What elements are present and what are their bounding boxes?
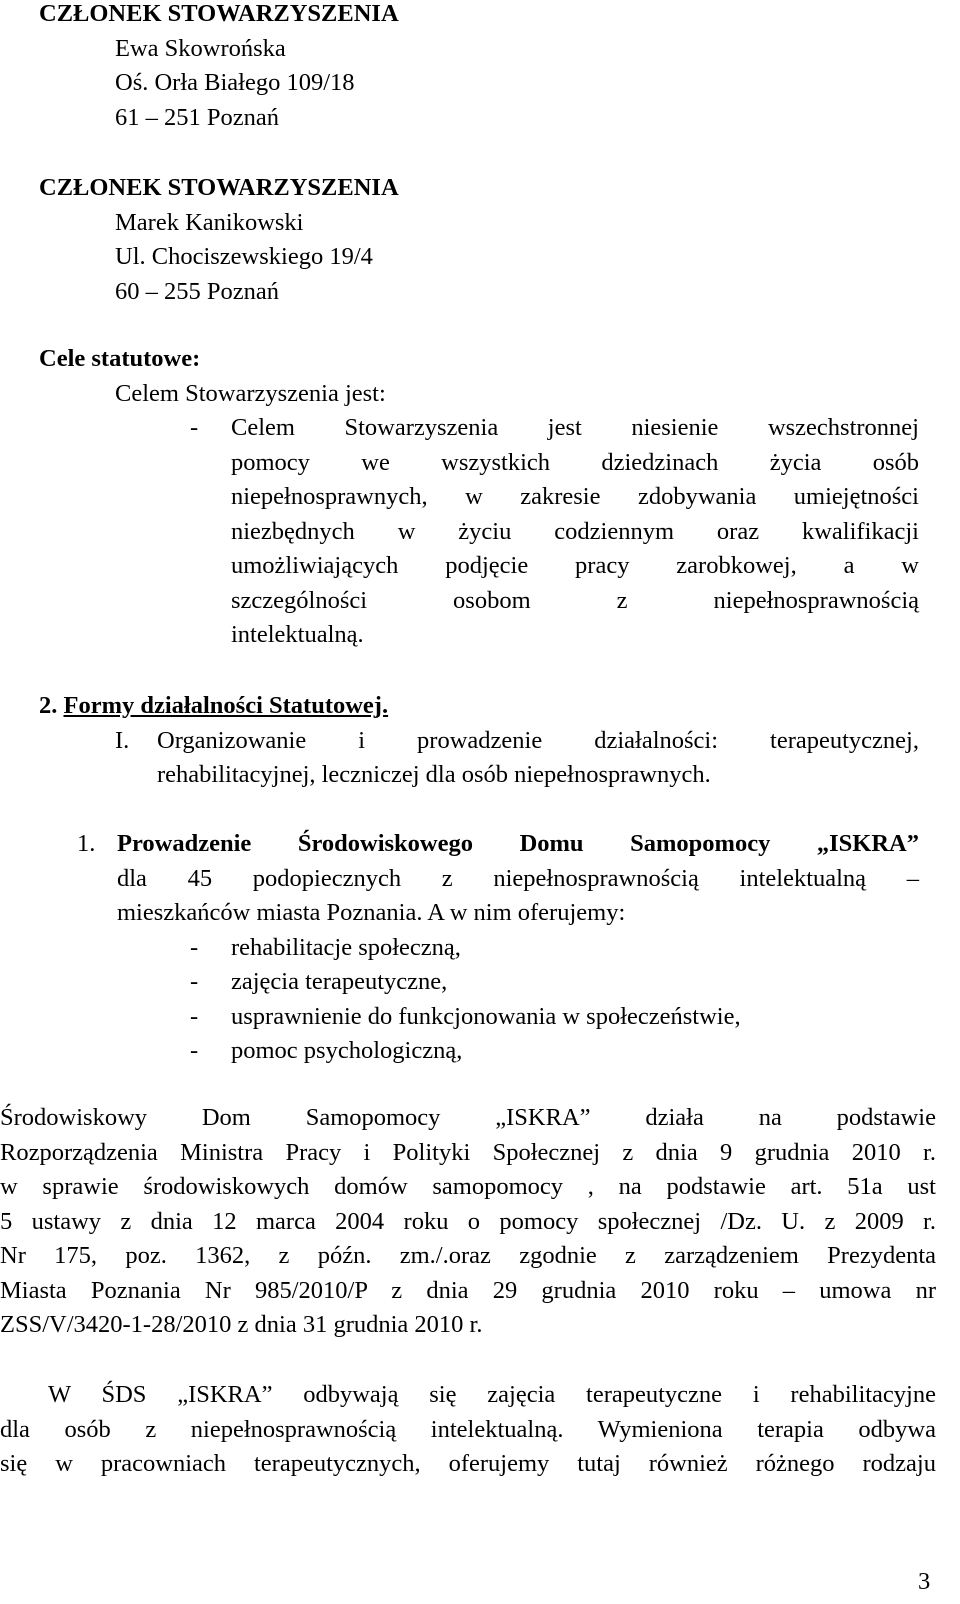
offer-list-item bbox=[39, 965, 919, 1000]
member-address bbox=[39, 32, 399, 136]
section-title: Formy działalności Statutowej. bbox=[63, 692, 389, 719]
goals-intro: Celem Stowarzyszenia jest: bbox=[115, 379, 386, 407]
member-city: 60 – 255 Poznań bbox=[115, 277, 279, 305]
offer-text: pomoc psychologiczną, bbox=[231, 1037, 463, 1064]
offer-text: rehabilitacje społeczną, bbox=[231, 933, 461, 961]
item-text-line: mieszkańców miasta Poznania. A w nim oferujemy: bbox=[117, 899, 626, 926]
roman-list-item bbox=[39, 724, 919, 793]
member-role: CZŁONEK STOWARZYSZENIA bbox=[39, 0, 399, 27]
forms-text-line: rehabilitacyjnej, leczniczej dla osób niepełnosprawnych. bbox=[157, 761, 711, 788]
item-text-line: dla 45 podopiecznych z niepełnosprawnością intelektualną – bbox=[117, 864, 919, 892]
goals-text-line: umożliwiających podjęcie pracy zarobkowej, a w bbox=[231, 552, 919, 579]
roman-numeral: I. bbox=[115, 726, 130, 754]
forms-text-line: Organizowanie i prowadzenie działalności: terapeutycznej, bbox=[157, 726, 919, 754]
list-dash: - bbox=[190, 414, 199, 441]
item-number: 1. bbox=[77, 830, 96, 857]
member-street: Oś. Orła Białego 109/18 bbox=[115, 69, 355, 96]
goals-heading: Cele statutowe: bbox=[39, 345, 201, 372]
goals-list-item bbox=[39, 411, 919, 653]
legal-basis-paragraph bbox=[0, 1101, 936, 1343]
offer-list-item bbox=[39, 1034, 919, 1069]
paragraph-line: Miasta Poznania Nr 985/2010/P z dnia 29 grudnia 2010 roku – umowa nr bbox=[0, 1276, 936, 1304]
member-block-1 bbox=[39, 0, 399, 135]
paragraph-line: W ŚDS „ISKRA” odbywają się zajęcia terapeutyczne i rehabilitacyjne bbox=[48, 1381, 936, 1408]
paragraph-line: Nr 175, poz. 1362, z późn. zm./.oraz zgodnie z zarządzeniem Prezydenta bbox=[0, 1242, 936, 1269]
paragraph-line: Środowiskowy Dom Samopomocy „ISKRA” działa na podstawie bbox=[0, 1104, 936, 1131]
member-block-2 bbox=[39, 171, 399, 309]
page-number: 3 bbox=[918, 1568, 931, 1595]
list-dash: - bbox=[190, 1037, 199, 1064]
member-role: CZŁONEK STOWARZYSZENIA bbox=[39, 174, 399, 201]
paragraph-line: ZSS/V/3420-1-28/2010 z dnia 31 grudnia 2010 r. bbox=[0, 1311, 483, 1338]
item-title: Prowadzenie Środowiskowego Domu Samopomocy „ISKRA” bbox=[117, 830, 919, 857]
member-city: 61 – 251 Poznań bbox=[115, 103, 279, 131]
paragraph-line: dla osób z niepełnosprawnością intelektualną. Wymieniona terapia odbywa bbox=[0, 1415, 936, 1443]
statutory-goals-section bbox=[39, 342, 919, 653]
goals-text-line: szczególności osobom z niepełnosprawnością bbox=[231, 586, 919, 614]
offer-list-item bbox=[39, 931, 919, 966]
member-address bbox=[39, 206, 399, 310]
member-name: Ewa Skowrońska bbox=[115, 34, 286, 62]
goals-text-line: niezbędnych w życiu codziennym oraz kwalifikacji bbox=[231, 517, 919, 545]
list-dash: - bbox=[190, 968, 199, 995]
item-paragraph bbox=[39, 827, 919, 931]
paragraph-line: 5 ustawy z dnia 12 marca 2004 roku o pomocy społecznej /Dz. U. z 2009 r. bbox=[0, 1207, 936, 1235]
therapy-paragraph bbox=[0, 1378, 936, 1482]
section-number: 2. bbox=[39, 692, 58, 719]
offer-text: usprawnienie do funkcjonowania w społeczeństwie, bbox=[231, 1002, 741, 1030]
member-street: Ul. Chociszewskiego 19/4 bbox=[115, 243, 373, 270]
offer-list-item bbox=[39, 1000, 919, 1035]
numbered-item-1 bbox=[39, 827, 919, 1069]
paragraph-line: Rozporządzenia Ministra Pracy i Polityki Społecznej z dnia 9 grudnia 2010 r. bbox=[0, 1138, 936, 1166]
goals-text-line: niepełnosprawnych, w zakresie zdobywania umiejętności bbox=[231, 483, 919, 510]
member-name: Marek Kanikowski bbox=[115, 208, 304, 236]
goals-text-line: intelektualną. bbox=[231, 621, 364, 648]
goals-text-line: Celem Stowarzyszenia jest niesienie wszechstronnej bbox=[231, 414, 919, 441]
paragraph-line: się w pracowniach terapeutycznych, oferujemy tutaj również różnego rodzaju bbox=[0, 1450, 936, 1477]
list-dash: - bbox=[190, 933, 199, 961]
list-dash: - bbox=[190, 1002, 199, 1030]
section-heading bbox=[39, 689, 919, 724]
activity-forms-section bbox=[39, 689, 919, 793]
paragraph-line: w sprawie środowiskowych domów samopomocy , na podstawie art. 51a ust bbox=[0, 1173, 936, 1200]
offer-text: zajęcia terapeutyczne, bbox=[231, 968, 448, 995]
goals-text-line: pomocy we wszystkich dziedzinach życia osób bbox=[231, 448, 919, 476]
